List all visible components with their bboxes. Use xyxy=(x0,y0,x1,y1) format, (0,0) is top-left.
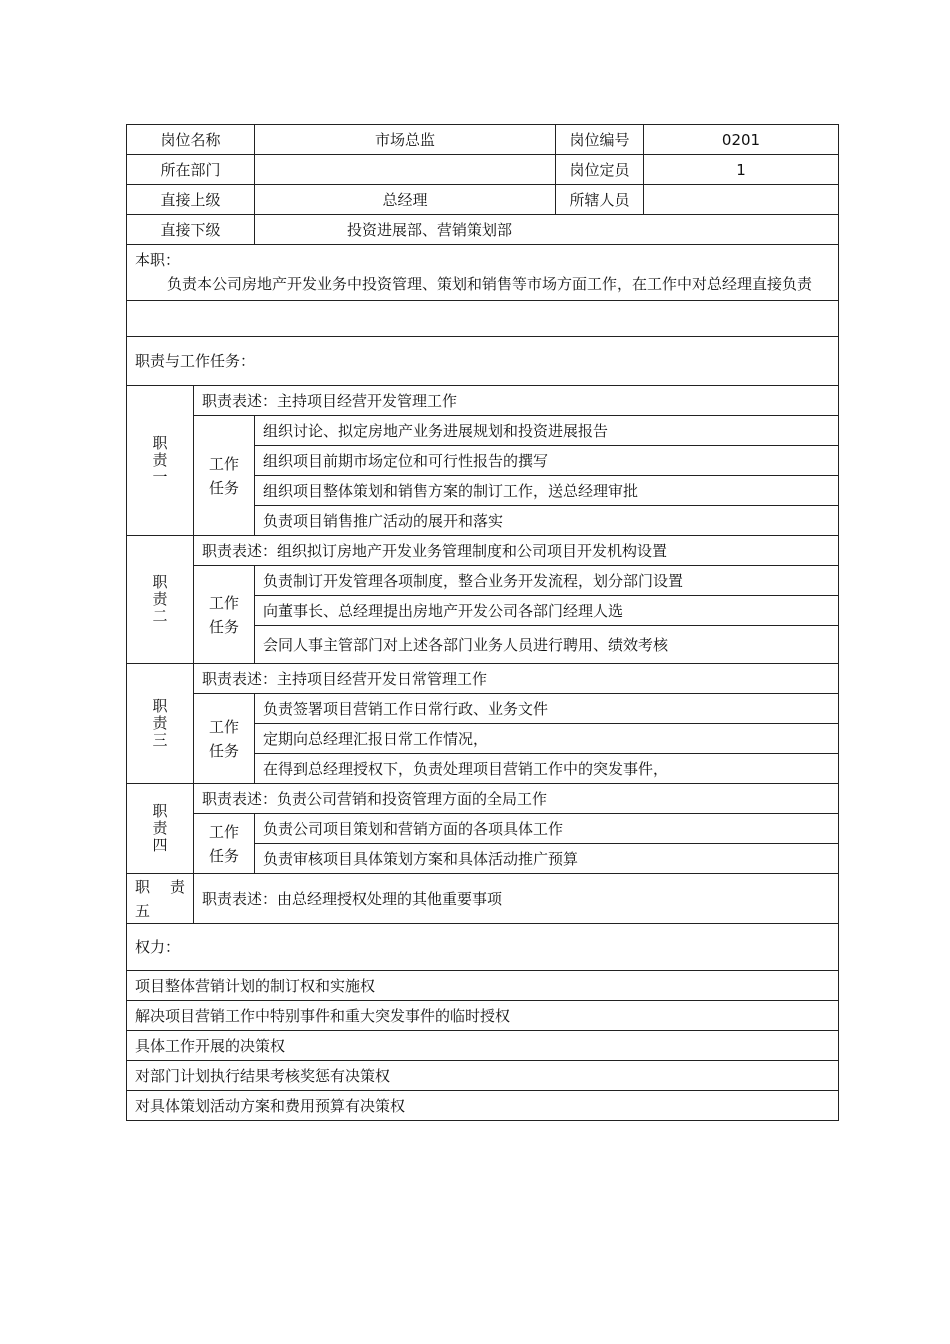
blank-cell xyxy=(127,301,839,337)
duty-5-title: 职 责 五 xyxy=(127,874,194,924)
duty-5-description: 职责表述：由总经理授权处理的其他重要事项 xyxy=(194,874,839,924)
duties-label: 职责与工作任务： xyxy=(127,337,839,386)
duty-2-task-2: 向董事长、总经理提出房地产开发公司各部门经理人选 xyxy=(255,596,839,626)
superior-value: 总经理 xyxy=(255,185,556,215)
power-1: 项目整体营销计划的制订权和实施权 xyxy=(127,971,839,1001)
staff-value xyxy=(644,185,839,215)
duty-3-task-1: 负责签署项目营销工作日常行政、业务文件 xyxy=(255,694,839,724)
superior-label: 直接上级 xyxy=(127,185,255,215)
header-row-position xyxy=(127,125,839,155)
duties-label-row xyxy=(127,337,839,386)
duty-3-task-label: 工作任务 xyxy=(194,694,255,784)
blank-row xyxy=(127,301,839,337)
staff-label: 所辖人员 xyxy=(556,185,644,215)
duty-3-title: 职责三 xyxy=(127,664,194,784)
header-row-subordinate xyxy=(127,215,839,245)
mission-label: 本职： xyxy=(135,251,181,269)
duty-2-description: 职责表述：组织拟订房地产开发业务管理制度和公司项目开发机构设置 xyxy=(194,536,839,566)
position-name-label: 岗位名称 xyxy=(127,125,255,155)
duty-3-description-row xyxy=(127,664,839,694)
duty-1-task-2: 组织项目前期市场定位和可行性报告的撰写 xyxy=(255,446,839,476)
power-3: 具体工作开展的决策权 xyxy=(127,1031,839,1061)
power-row xyxy=(127,1091,839,1121)
duty-1-task-1: 组织讨论、拟定房地产业务进展规划和投资进展报告 xyxy=(255,416,839,446)
duty-4-task-2: 负责审核项目具体策划方案和具体活动推广预算 xyxy=(255,844,839,874)
position-code-label: 岗位编号 xyxy=(556,125,644,155)
power-row xyxy=(127,1031,839,1061)
duty-1-description-row xyxy=(127,386,839,416)
position-code-value: 0201 xyxy=(644,125,839,155)
power-2: 解决项目营销工作中特别事件和重大突发事件的临时授权 xyxy=(127,1001,839,1031)
duty-4-task-1: 负责公司项目策划和营销方面的各项具体工作 xyxy=(255,814,839,844)
header-row-department xyxy=(127,155,839,185)
duty-2-task-label: 工作任务 xyxy=(194,566,255,664)
subordinate-value xyxy=(255,215,839,245)
duty-2-title: 职责二 xyxy=(127,536,194,664)
power-row xyxy=(127,1061,839,1091)
duty-2-description-row xyxy=(127,536,839,566)
subordinate-value-text: 投资进展部、营销策划部 xyxy=(347,220,513,239)
duty-1-task-label: 工作任务 xyxy=(194,416,255,536)
duty-3-task-3: 在得到总经理授权下，负责处理项目营销工作中的突发事件， xyxy=(255,754,839,784)
duty-3-task-2: 定期向总经理汇报日常工作情况， xyxy=(255,724,839,754)
duty-4-description: 职责表述：负责公司营销和投资管理方面的全局工作 xyxy=(194,784,839,814)
headcount-value: 1 xyxy=(644,155,839,185)
duty-1-task-row xyxy=(127,416,839,446)
mission-row xyxy=(127,245,839,301)
duty-4-task-label: 工作任务 xyxy=(194,814,255,874)
duty-1-task-4: 负责项目销售推广活动的展开和落实 xyxy=(255,506,839,536)
duty-2-task-1: 负责制订开发管理各项制度，整合业务开发流程，划分部门设置 xyxy=(255,566,839,596)
duty-4-description-row xyxy=(127,784,839,814)
duty-4-title: 职责四 xyxy=(127,784,194,874)
power-4: 对部门计划执行结果考核奖惩有决策权 xyxy=(127,1061,839,1091)
duty-2-task-3: 会同人事主管部门对上述各部门业务人员进行聘用、绩效考核 xyxy=(255,626,839,664)
duty-3-task-row xyxy=(127,694,839,724)
duty-1-description: 职责表述：主持项目经营开发管理工作 xyxy=(194,386,839,416)
mission-text: 负责本公司房地产开发业务中投资管理、策划和销售等市场方面工作，在工作中对总经理直接负责 xyxy=(167,275,813,293)
power-row xyxy=(127,1001,839,1031)
duty-4-task-row xyxy=(127,814,839,844)
duty-3-description: 职责表述：主持项目经营开发日常管理工作 xyxy=(194,664,839,694)
power-5: 对具体策划活动方案和费用预算有决策权 xyxy=(127,1091,839,1121)
department-value xyxy=(255,155,556,185)
powers-label-row xyxy=(127,924,839,971)
duty-2-task-row xyxy=(127,566,839,596)
position-name-value: 市场总监 xyxy=(255,125,556,155)
power-row xyxy=(127,971,839,1001)
job-description-table xyxy=(126,124,839,1121)
subordinate-label: 直接下级 xyxy=(127,215,255,245)
mission-cell xyxy=(127,245,839,301)
duty-1-title: 职责一 xyxy=(127,386,194,536)
header-row-superior xyxy=(127,185,839,215)
powers-label: 权力： xyxy=(127,924,839,971)
duty-1-task-3: 组织项目整体策划和销售方案的制订工作，送总经理审批 xyxy=(255,476,839,506)
headcount-label: 岗位定员 xyxy=(556,155,644,185)
duty-5-row xyxy=(127,874,839,924)
department-label: 所在部门 xyxy=(127,155,255,185)
